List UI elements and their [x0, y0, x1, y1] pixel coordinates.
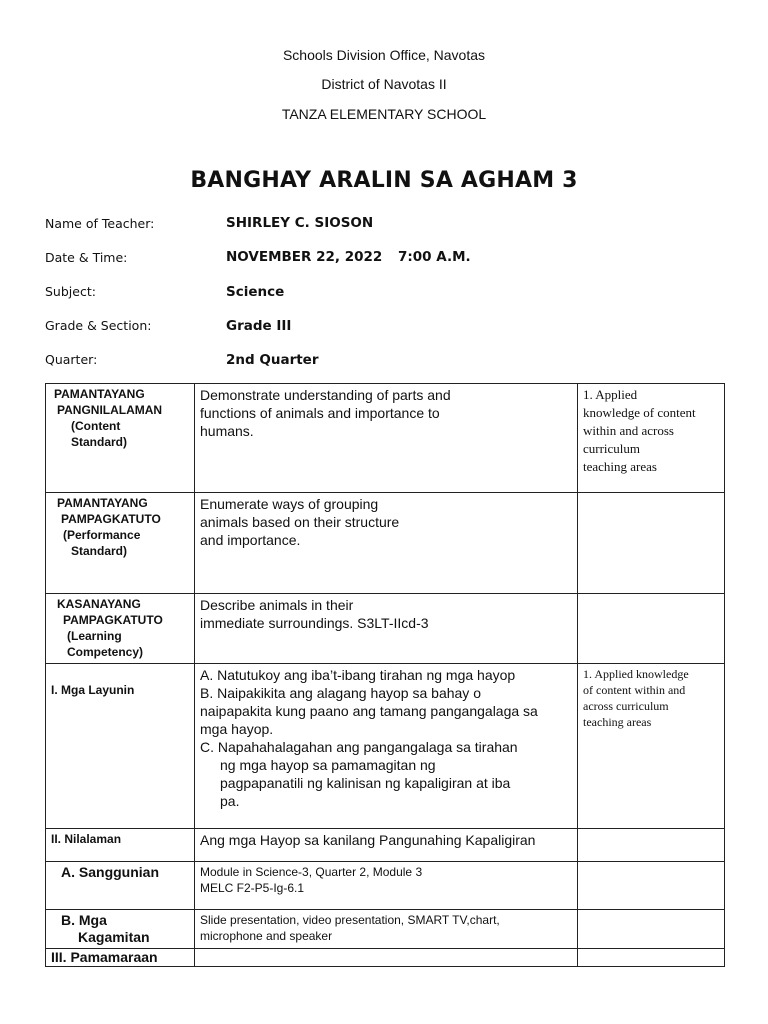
content-text: Ang mga Hayop sa kanilang Pangunahing Kapaligiran: [195, 829, 578, 862]
objective-a: A. Natutukoy ang iba’t-ibang tirahan ng mga hayop: [200, 667, 516, 683]
materials-note: [578, 910, 725, 949]
table-row: [46, 862, 725, 910]
table-row: [46, 664, 725, 829]
performance-standard-note: [578, 493, 725, 594]
quarter-value: 2nd Quarter: [226, 352, 319, 368]
content-note: [578, 829, 725, 862]
table-row: [46, 384, 725, 493]
objectives-text: A. Natutukoy ang iba’t-ibang tirahan ng mga hayop B. Naipakikita ang alagang hayop sa bahay o naipapakita kung paano ang tamang pangangalaga sa mga hayop. C. Napahahalagahan ang pangangalaga sa tirahan ng mga hayop sa pamamagitan ng pagpapanatili ng kalinisan ng kapaligiran at iba pa.: [195, 664, 578, 829]
learning-competency-note: [578, 594, 725, 664]
table-row: [46, 949, 725, 967]
objectives-note: 1. Applied knowledge of content within and across curriculum teaching areas: [578, 664, 725, 829]
performance-standard-label: PAMANTAYANG PAMPAGKATUTO (Performance Standard): [46, 493, 195, 594]
teacher-label: Name of Teacher:: [45, 216, 155, 231]
procedure-label: III. Pamamaraan: [46, 949, 195, 967]
table-row: [46, 493, 725, 594]
procedure-text: [195, 949, 578, 967]
performance-standard-text: Enumerate ways of grouping animals based on their structure and importance.: [195, 493, 578, 594]
table-row: [46, 594, 725, 664]
materials-label: B. Mga Kagamitan: [46, 910, 195, 949]
page-title: BANGHAY ARALIN SA AGHAM 3: [190, 168, 578, 193]
objective-b: B. Naipakikita ang alagang hayop sa bahay o: [200, 685, 481, 701]
date-value: NOVEMBER 22, 2022: [226, 249, 383, 265]
district-name: District of Navotas II: [321, 76, 447, 92]
grade-label: Grade & Section:: [45, 318, 152, 333]
content-label: II. Nilalaman: [46, 829, 195, 862]
references-text: Module in Science-3, Quarter 2, Module 3 MELC F2-P5-Ig-6.1: [195, 862, 578, 910]
subject-label: Subject:: [45, 284, 96, 299]
content-standard-text: Demonstrate understanding of parts and functions of animals and importance to humans.: [195, 384, 578, 493]
learning-competency-label: KASANAYANG PAMPAGKATUTO (Learning Competency): [46, 594, 195, 664]
teacher-value: SHIRLEY C. SIOSON: [226, 215, 374, 231]
subject-value: Science: [226, 284, 285, 300]
lesson-plan-table: [45, 383, 725, 967]
division-office: Schools Division Office, Navotas: [282, 47, 486, 63]
date-label: Date & Time:: [45, 250, 128, 265]
objective-c: C. Napahahalagahan ang pangangalaga sa tirahan: [200, 739, 518, 755]
table-row: [46, 829, 725, 862]
materials-text: Slide presentation, video presentation, SMART TV,chart, microphone and speaker: [195, 910, 578, 949]
school-name: TANZA ELEMENTARY SCHOOL: [281, 106, 487, 122]
table-row: [46, 910, 725, 949]
quarter-label: Quarter:: [45, 352, 98, 367]
grade-value: Grade III: [226, 318, 292, 334]
objectives-label: I. Mga Layunin: [46, 664, 195, 829]
procedure-note: [578, 949, 725, 967]
content-standard-label: PAMANTAYANG PANGNILALAMAN (Content Standard): [46, 384, 195, 493]
time-value: 7:00 A.M.: [398, 249, 471, 265]
content-standard-note: 1. Applied knowledge of content within and across curriculum teaching areas: [578, 384, 725, 493]
learning-competency-text: Describe animals in their immediate surroundings. S3LT-IIcd-3: [195, 594, 578, 664]
references-note: [578, 862, 725, 910]
references-label: A. Sanggunian: [46, 862, 195, 910]
